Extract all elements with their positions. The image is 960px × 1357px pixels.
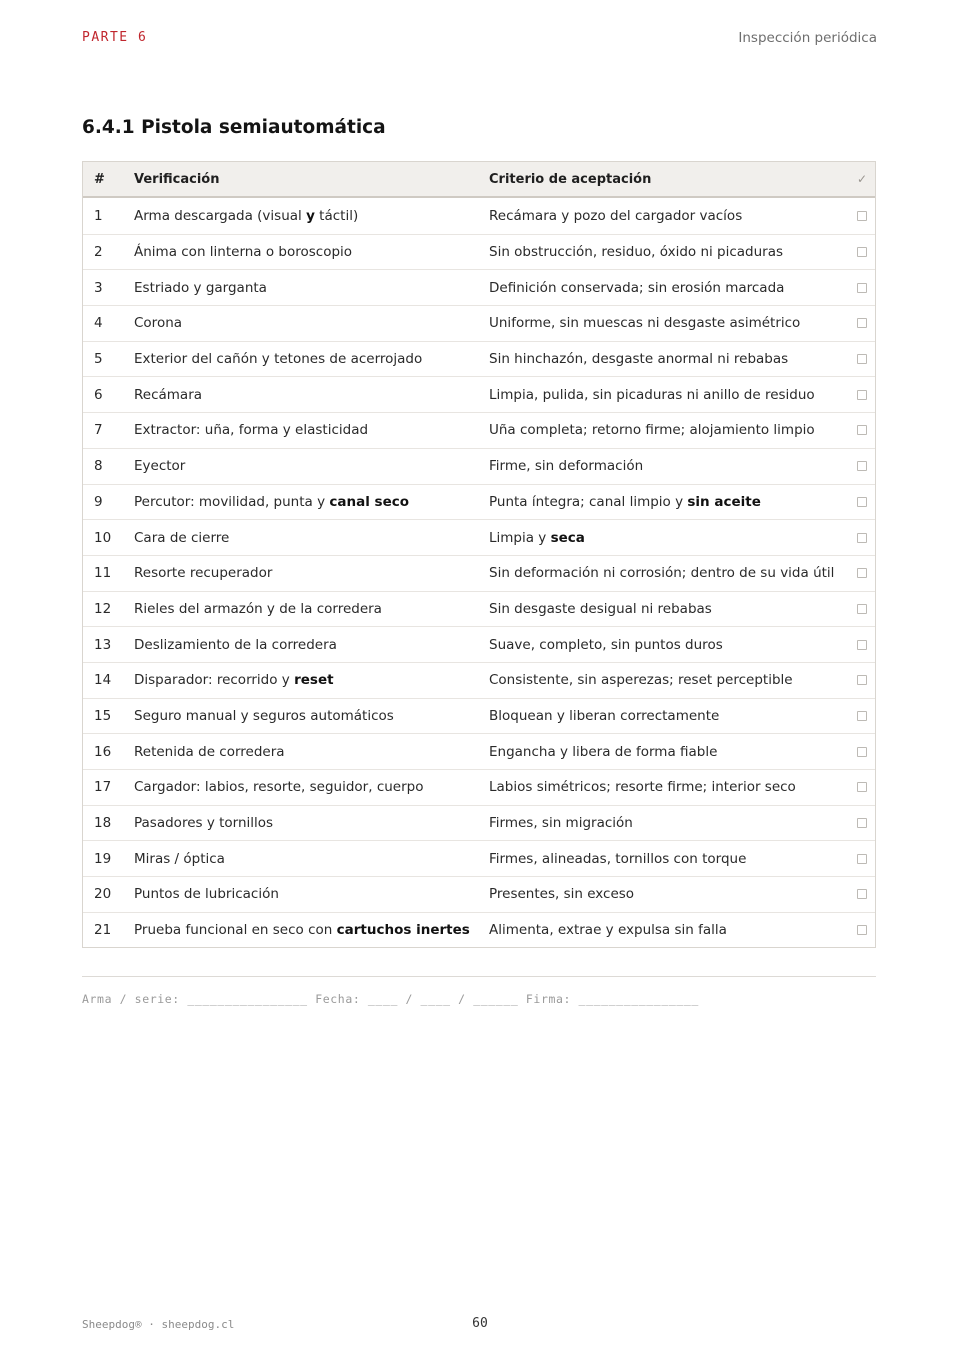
table-row — [83, 733, 875, 769]
criteria-cell — [489, 672, 849, 688]
table-row — [83, 698, 875, 734]
text-run: Exterior del cañón y tetones de acerrojado — [134, 351, 423, 368]
verification-cell — [134, 886, 489, 902]
text-run: Alimenta, extrae y expulsa sin falla — [489, 922, 727, 939]
text-run: Firmes, alineadas, tornillos con torque — [489, 850, 747, 867]
criteria-cell — [489, 351, 849, 367]
checkbox[interactable] — [857, 604, 867, 614]
checkbox[interactable] — [857, 818, 867, 828]
checkbox[interactable] — [857, 782, 867, 792]
checkbox[interactable] — [857, 711, 867, 721]
verification-cell — [134, 422, 489, 438]
check-cell — [849, 354, 875, 364]
checkbox[interactable] — [857, 461, 867, 471]
part-label: PARTE 6 — [82, 30, 148, 45]
check-cell — [849, 747, 875, 757]
row-number: 18 — [94, 815, 112, 832]
table-row — [83, 269, 875, 305]
criteria-cell — [489, 280, 849, 296]
text-run: Definición conservada; sin erosión marcada — [489, 279, 785, 296]
emphasis-text: seca — [550, 529, 585, 546]
row-number: 1 — [94, 207, 103, 224]
header-num: # — [94, 171, 105, 187]
text-run: Ánima con linterna o boroscopio — [134, 244, 353, 261]
row-number: 4 — [94, 315, 103, 332]
text-run: Uniforme, sin muescas ni desgaste asimétrico — [489, 315, 801, 332]
verification-cell — [134, 530, 489, 546]
checkbox[interactable] — [857, 211, 867, 221]
criteria-cell — [489, 779, 849, 795]
text-run: Rieles del armazón y de la corredera — [134, 600, 382, 617]
text-run: Suave, completo, sin puntos duros — [489, 636, 723, 653]
text-run: Pasadores y tornillos — [134, 815, 274, 832]
check-cell — [849, 711, 875, 721]
table-row — [83, 662, 875, 698]
checkbox[interactable] — [857, 497, 867, 507]
row-number: 3 — [94, 279, 103, 296]
emphasis-text: cartuchos inertes — [336, 922, 470, 939]
text-run: Punta íntegra; canal limpio y — [489, 493, 688, 510]
table-row — [83, 198, 875, 234]
checkbox[interactable] — [857, 283, 867, 293]
criteria-cell — [489, 208, 849, 224]
emphasis-text: reset — [294, 672, 334, 689]
criteria-cell — [489, 851, 849, 867]
row-number: 16 — [94, 743, 112, 760]
table-row — [83, 376, 875, 412]
verification-cell — [134, 708, 489, 724]
text-run: Limpia, pulida, sin picaduras ni anillo de residuo — [489, 386, 815, 403]
check-cell — [849, 283, 875, 293]
verification-cell — [134, 351, 489, 367]
check-cell — [849, 675, 875, 685]
table-row — [83, 341, 875, 377]
text-run: Sin hinchazón, desgaste anormal ni rebabas — [489, 351, 789, 368]
table-row — [83, 626, 875, 662]
text-run: Firmes, sin migración — [489, 815, 633, 832]
table-row — [83, 519, 875, 555]
checklist-table — [82, 161, 876, 948]
checkbox[interactable] — [857, 390, 867, 400]
text-run: Bloquean y liberan correctamente — [489, 707, 720, 724]
checkbox[interactable] — [857, 747, 867, 757]
text-run: Sin deformación ni corrosión; dentro de su vida útil — [489, 565, 835, 582]
text-run: Cara de cierre — [134, 529, 230, 546]
check-cell — [849, 782, 875, 792]
text-run: Consistente, sin asperezas; reset perceptible — [489, 672, 793, 689]
text-run: Miras / óptica — [134, 850, 225, 867]
page-header — [82, 30, 877, 50]
table-row — [83, 876, 875, 912]
criteria-cell — [489, 922, 849, 938]
verification-cell — [134, 779, 489, 795]
row-number: 13 — [94, 636, 112, 653]
text-run: Labios simétricos; resorte firme; interior seco — [489, 779, 796, 796]
text-run: Puntos de lubricación — [134, 886, 279, 903]
check-cell — [849, 461, 875, 471]
text-run: Extractor: uña, forma y elasticidad — [134, 422, 369, 439]
checkbox[interactable] — [857, 889, 867, 899]
check-cell — [849, 318, 875, 328]
text-run: Firme, sin deformación — [489, 458, 644, 475]
verification-cell — [134, 922, 489, 938]
criteria-cell — [489, 744, 849, 760]
verification-cell — [134, 315, 489, 331]
running-title: Inspección periódica — [738, 30, 877, 46]
criteria-cell — [489, 601, 849, 617]
table-row — [83, 484, 875, 520]
footer-brand: Sheepdog® · sheepdog.cl — [82, 1318, 235, 1331]
row-number: 2 — [94, 244, 103, 261]
criteria-cell — [489, 244, 849, 260]
header-verification: Verificación — [134, 171, 220, 187]
row-number: 19 — [94, 850, 112, 867]
checkbox[interactable] — [857, 318, 867, 328]
check-cell — [849, 533, 875, 543]
verification-cell — [134, 672, 489, 688]
text-run: Eyector — [134, 458, 186, 475]
text-run: Arma descargada (visual — [134, 207, 307, 224]
table-header — [83, 162, 875, 198]
table-row — [83, 234, 875, 270]
verification-cell — [134, 458, 489, 474]
row-number: 10 — [94, 529, 112, 546]
text-run: Presentes, sin exceso — [489, 886, 635, 903]
row-number: 17 — [94, 779, 112, 796]
page-number: 60 — [472, 1316, 488, 1331]
text-run: Uña completa; retorno firme; alojamiento limpio — [489, 422, 815, 439]
text-run: Recámara y pozo del cargador vacíos — [489, 207, 743, 224]
check-cell — [849, 604, 875, 614]
signature-fields[interactable]: Arma / serie: ________________ Fecha: ____ / ____ / ______ Firma: ________________ — [82, 992, 699, 1006]
text-run: Retenida de corredera — [134, 743, 285, 760]
verification-cell — [134, 208, 489, 224]
verification-cell — [134, 387, 489, 403]
text-run: Sin obstrucción, residuo, óxido ni picaduras — [489, 244, 784, 261]
verification-cell — [134, 815, 489, 831]
checkbox[interactable] — [857, 354, 867, 364]
check-cell — [849, 818, 875, 828]
verification-cell — [134, 637, 489, 653]
emphasis-text: y — [306, 207, 315, 224]
section-title: 6.4.1 Pistola semiautomática — [82, 117, 386, 138]
check-cell — [849, 889, 875, 899]
table-row — [83, 448, 875, 484]
verification-cell — [134, 280, 489, 296]
checkbox[interactable] — [857, 247, 867, 257]
text-run: Engancha y libera de forma fiable — [489, 743, 718, 760]
table-body — [83, 198, 875, 947]
table-row — [83, 412, 875, 448]
criteria-cell — [489, 315, 849, 331]
text-run: Estriado y garganta — [134, 279, 267, 296]
text-run: Disparador: recorrido y — [134, 672, 295, 689]
row-number: 12 — [94, 600, 112, 617]
check-cell — [849, 211, 875, 221]
table-row — [83, 769, 875, 805]
checkbox[interactable] — [857, 640, 867, 650]
criteria-cell — [489, 637, 849, 653]
checkbox[interactable] — [857, 925, 867, 935]
emphasis-text: canal seco — [329, 493, 410, 510]
check-cell — [849, 854, 875, 864]
row-number: 14 — [94, 672, 112, 689]
criteria-cell — [489, 494, 849, 510]
text-run: Recámara — [134, 386, 203, 403]
table-row — [83, 840, 875, 876]
row-number: 5 — [94, 351, 103, 368]
verification-cell — [134, 565, 489, 581]
emphasis-text: sin aceite — [687, 493, 761, 510]
criteria-cell — [489, 387, 849, 403]
verification-cell — [134, 494, 489, 510]
table-row — [83, 305, 875, 341]
verification-cell — [134, 744, 489, 760]
checkbox[interactable] — [857, 675, 867, 685]
text-run: Seguro manual y seguros automáticos — [134, 707, 394, 724]
criteria-cell — [489, 422, 849, 438]
text-run: Sin desgaste desigual ni rebabas — [489, 600, 712, 617]
criteria-cell — [489, 886, 849, 902]
table-row — [83, 555, 875, 591]
check-cell — [849, 247, 875, 257]
table-row — [83, 912, 875, 948]
check-cell — [849, 568, 875, 578]
text-run: táctil) — [314, 207, 359, 224]
table-row — [83, 591, 875, 627]
check-cell — [849, 425, 875, 435]
row-number: 9 — [94, 493, 103, 510]
checkbox[interactable] — [857, 854, 867, 864]
text-run: Deslizamiento de la corredera — [134, 636, 337, 653]
text-run: Limpia y — [489, 529, 551, 546]
row-number: 11 — [94, 565, 112, 582]
checkbox[interactable] — [857, 425, 867, 435]
row-number: 8 — [94, 458, 103, 475]
divider — [82, 976, 876, 977]
check-cell — [849, 390, 875, 400]
row-number: 21 — [94, 922, 112, 939]
verification-cell — [134, 601, 489, 617]
row-number: 6 — [94, 386, 103, 403]
check-cell — [849, 640, 875, 650]
text-run: Resorte recuperador — [134, 565, 273, 582]
checkbox[interactable] — [857, 533, 867, 543]
text-run: Percutor: movilidad, punta y — [134, 493, 330, 510]
header-criteria: Criterio de aceptación — [489, 171, 652, 187]
checkbox[interactable] — [857, 568, 867, 578]
check-cell — [849, 925, 875, 935]
row-number: 20 — [94, 886, 112, 903]
checkmark-icon: ✓ — [856, 172, 868, 186]
criteria-cell — [489, 530, 849, 546]
verification-cell — [134, 244, 489, 260]
criteria-cell — [489, 708, 849, 724]
table-row — [83, 805, 875, 841]
row-number: 15 — [94, 707, 112, 724]
check-cell — [849, 497, 875, 507]
criteria-cell — [489, 565, 849, 581]
text-run: Corona — [134, 315, 183, 332]
text-run: Prueba funcional en seco con — [134, 922, 337, 939]
verification-cell — [134, 851, 489, 867]
criteria-cell — [489, 815, 849, 831]
row-number: 7 — [94, 422, 103, 439]
criteria-cell — [489, 458, 849, 474]
text-run: Cargador: labios, resorte, seguidor, cuerpo — [134, 779, 424, 796]
